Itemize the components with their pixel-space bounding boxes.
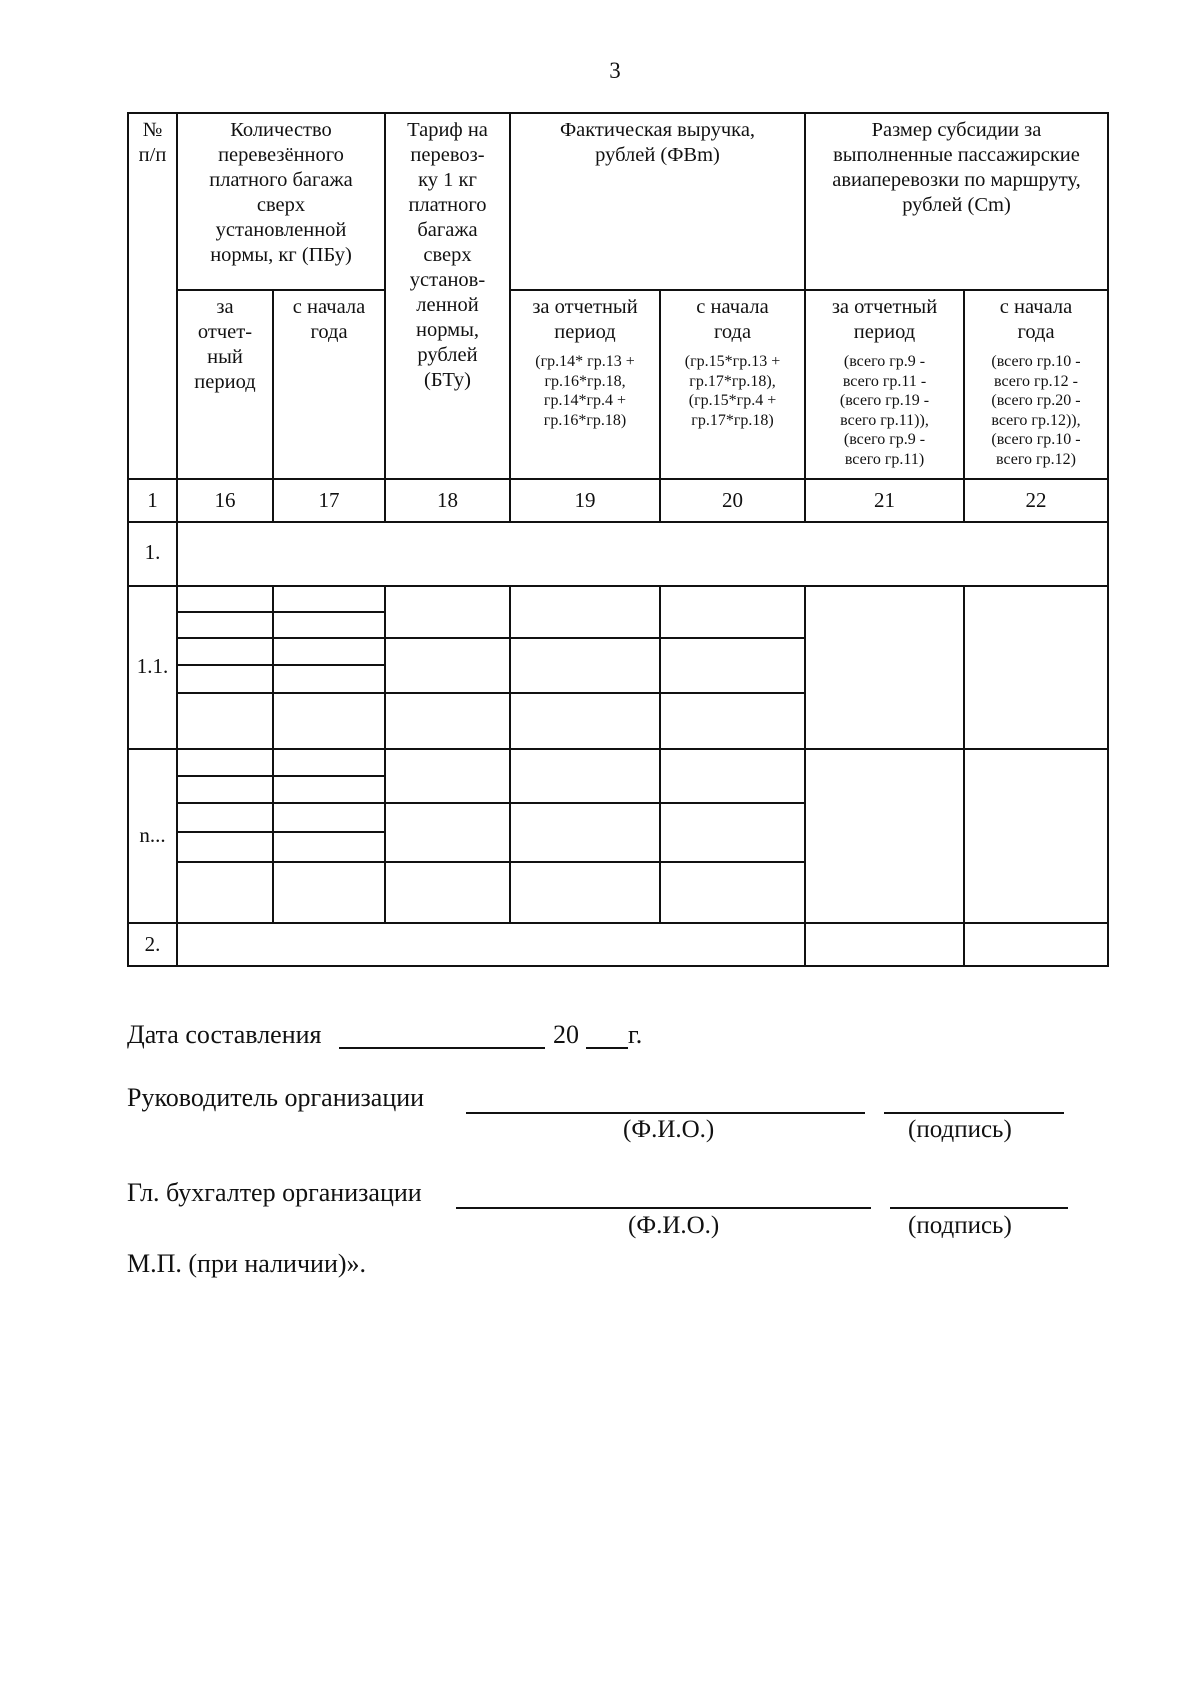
header-subsidy: Размер субсидии за выполненные пассажирские авиаперевозки по маршруту, рублей (Сm)	[832, 119, 1081, 216]
body-divider-17	[272, 585, 274, 924]
subheader-c17: с начала года	[292, 296, 366, 343]
column-number: 18	[437, 488, 458, 512]
subheader-c20-formula: (гр.15*гр.13 + гр.17*гр.18), (гр.15*гр.4 + гр.17*гр.18)	[684, 353, 781, 429]
row-line-n	[127, 922, 1109, 924]
row-label: 1.1.	[136, 654, 169, 678]
accountant-label: Гл. бухгалтер организации	[127, 1178, 422, 1207]
row-label: 1.	[144, 540, 161, 564]
accountant-fio-caption: (Ф.И.О.)	[628, 1212, 720, 1239]
subheader-c16: за отчет- ный период	[194, 296, 256, 393]
sub-line	[176, 611, 384, 613]
year-blank[interactable]	[586, 1047, 628, 1049]
head-fio-line[interactable]	[466, 1112, 865, 1114]
column-number: 1	[147, 488, 158, 512]
date-label: Дата составления	[127, 1020, 322, 1049]
year-suffix: г.	[628, 1020, 643, 1049]
header-row-number: № п/п	[138, 119, 167, 166]
column-number: 17	[318, 488, 340, 512]
table-border-bottom	[127, 965, 1109, 967]
header-tariff: Тариф на перевоз- ку 1 кг платного багажа сверх установ- ленной нормы, рублей (БТу)	[407, 119, 488, 391]
head-fio-caption: (Ф.И.О.)	[623, 1116, 715, 1143]
table-border-top	[127, 112, 1109, 114]
sub-line	[176, 831, 384, 833]
table-border-right	[1107, 112, 1109, 967]
line-before-numbers	[127, 478, 1109, 480]
subheader-line-revenue-subsidy	[509, 289, 1107, 291]
subheader-c21-label: за отчетный период	[831, 296, 938, 343]
body-divider-21	[804, 585, 806, 966]
subheader-c22-formula: (всего гр.10 - всего гр.12 - (всего гр.20 - всего гр.12)), (всего гр.10 - всего гр.12)	[991, 353, 1081, 468]
accountant-fio-line[interactable]	[456, 1207, 871, 1209]
column-number: 16	[214, 488, 236, 512]
head-signature-caption: (подпись)	[908, 1116, 1012, 1143]
sub-line	[176, 861, 804, 863]
head-signature-line[interactable]	[884, 1112, 1064, 1114]
sub-line	[176, 692, 804, 694]
body-divider-18	[384, 585, 386, 924]
head-label: Руководитель организации	[127, 1083, 425, 1112]
column-number: 21	[874, 488, 895, 512]
body-divider-20	[659, 585, 661, 924]
year-prefix: 20	[553, 1020, 579, 1049]
row-line-1	[127, 585, 1109, 587]
subheader-c21-formula: (всего гр.9 - всего гр.11 - (всего гр.19 - всего гр.11)), (всего гр.9 - всего гр.11)	[839, 353, 930, 468]
stamp-label: М.П. (при наличии)».	[127, 1249, 367, 1278]
accountant-signature-caption: (подпись)	[908, 1212, 1012, 1239]
header-revenue: Фактическая выручка, рублей (ФВm)	[559, 119, 756, 166]
row-line-1-1	[127, 748, 1109, 750]
subheader-line-baggage	[176, 289, 384, 291]
body-divider-22	[963, 585, 965, 966]
subheader-c19-formula: (гр.14* гр.13 + гр.16*гр.18, гр.14*гр.4 + гр.16*гр.18)	[535, 353, 635, 429]
subheader-c19-label: за отчетный период	[532, 296, 638, 343]
page-number: 3	[609, 58, 621, 83]
date-blank[interactable]	[339, 1047, 545, 1049]
sub-line	[176, 802, 804, 804]
sub-line	[176, 664, 384, 666]
accountant-signature-line[interactable]	[890, 1207, 1068, 1209]
row-label: 2.	[144, 932, 161, 956]
column-number: 19	[574, 488, 596, 512]
subheader-c20-label: с начала года	[696, 296, 769, 343]
column-number: 20	[722, 488, 743, 512]
column-number: 22	[1025, 488, 1047, 512]
sub-line	[176, 637, 804, 639]
body-divider-19	[509, 585, 511, 924]
header-baggage-qty: Количество перевезённого платного багажа сверх установленной нормы, кг (ПБу)	[209, 119, 353, 266]
line-after-numbers	[127, 521, 1109, 523]
sub-line	[176, 775, 384, 777]
subheader-c22-label: с начала года	[999, 296, 1073, 343]
row-label: n...	[139, 823, 166, 847]
